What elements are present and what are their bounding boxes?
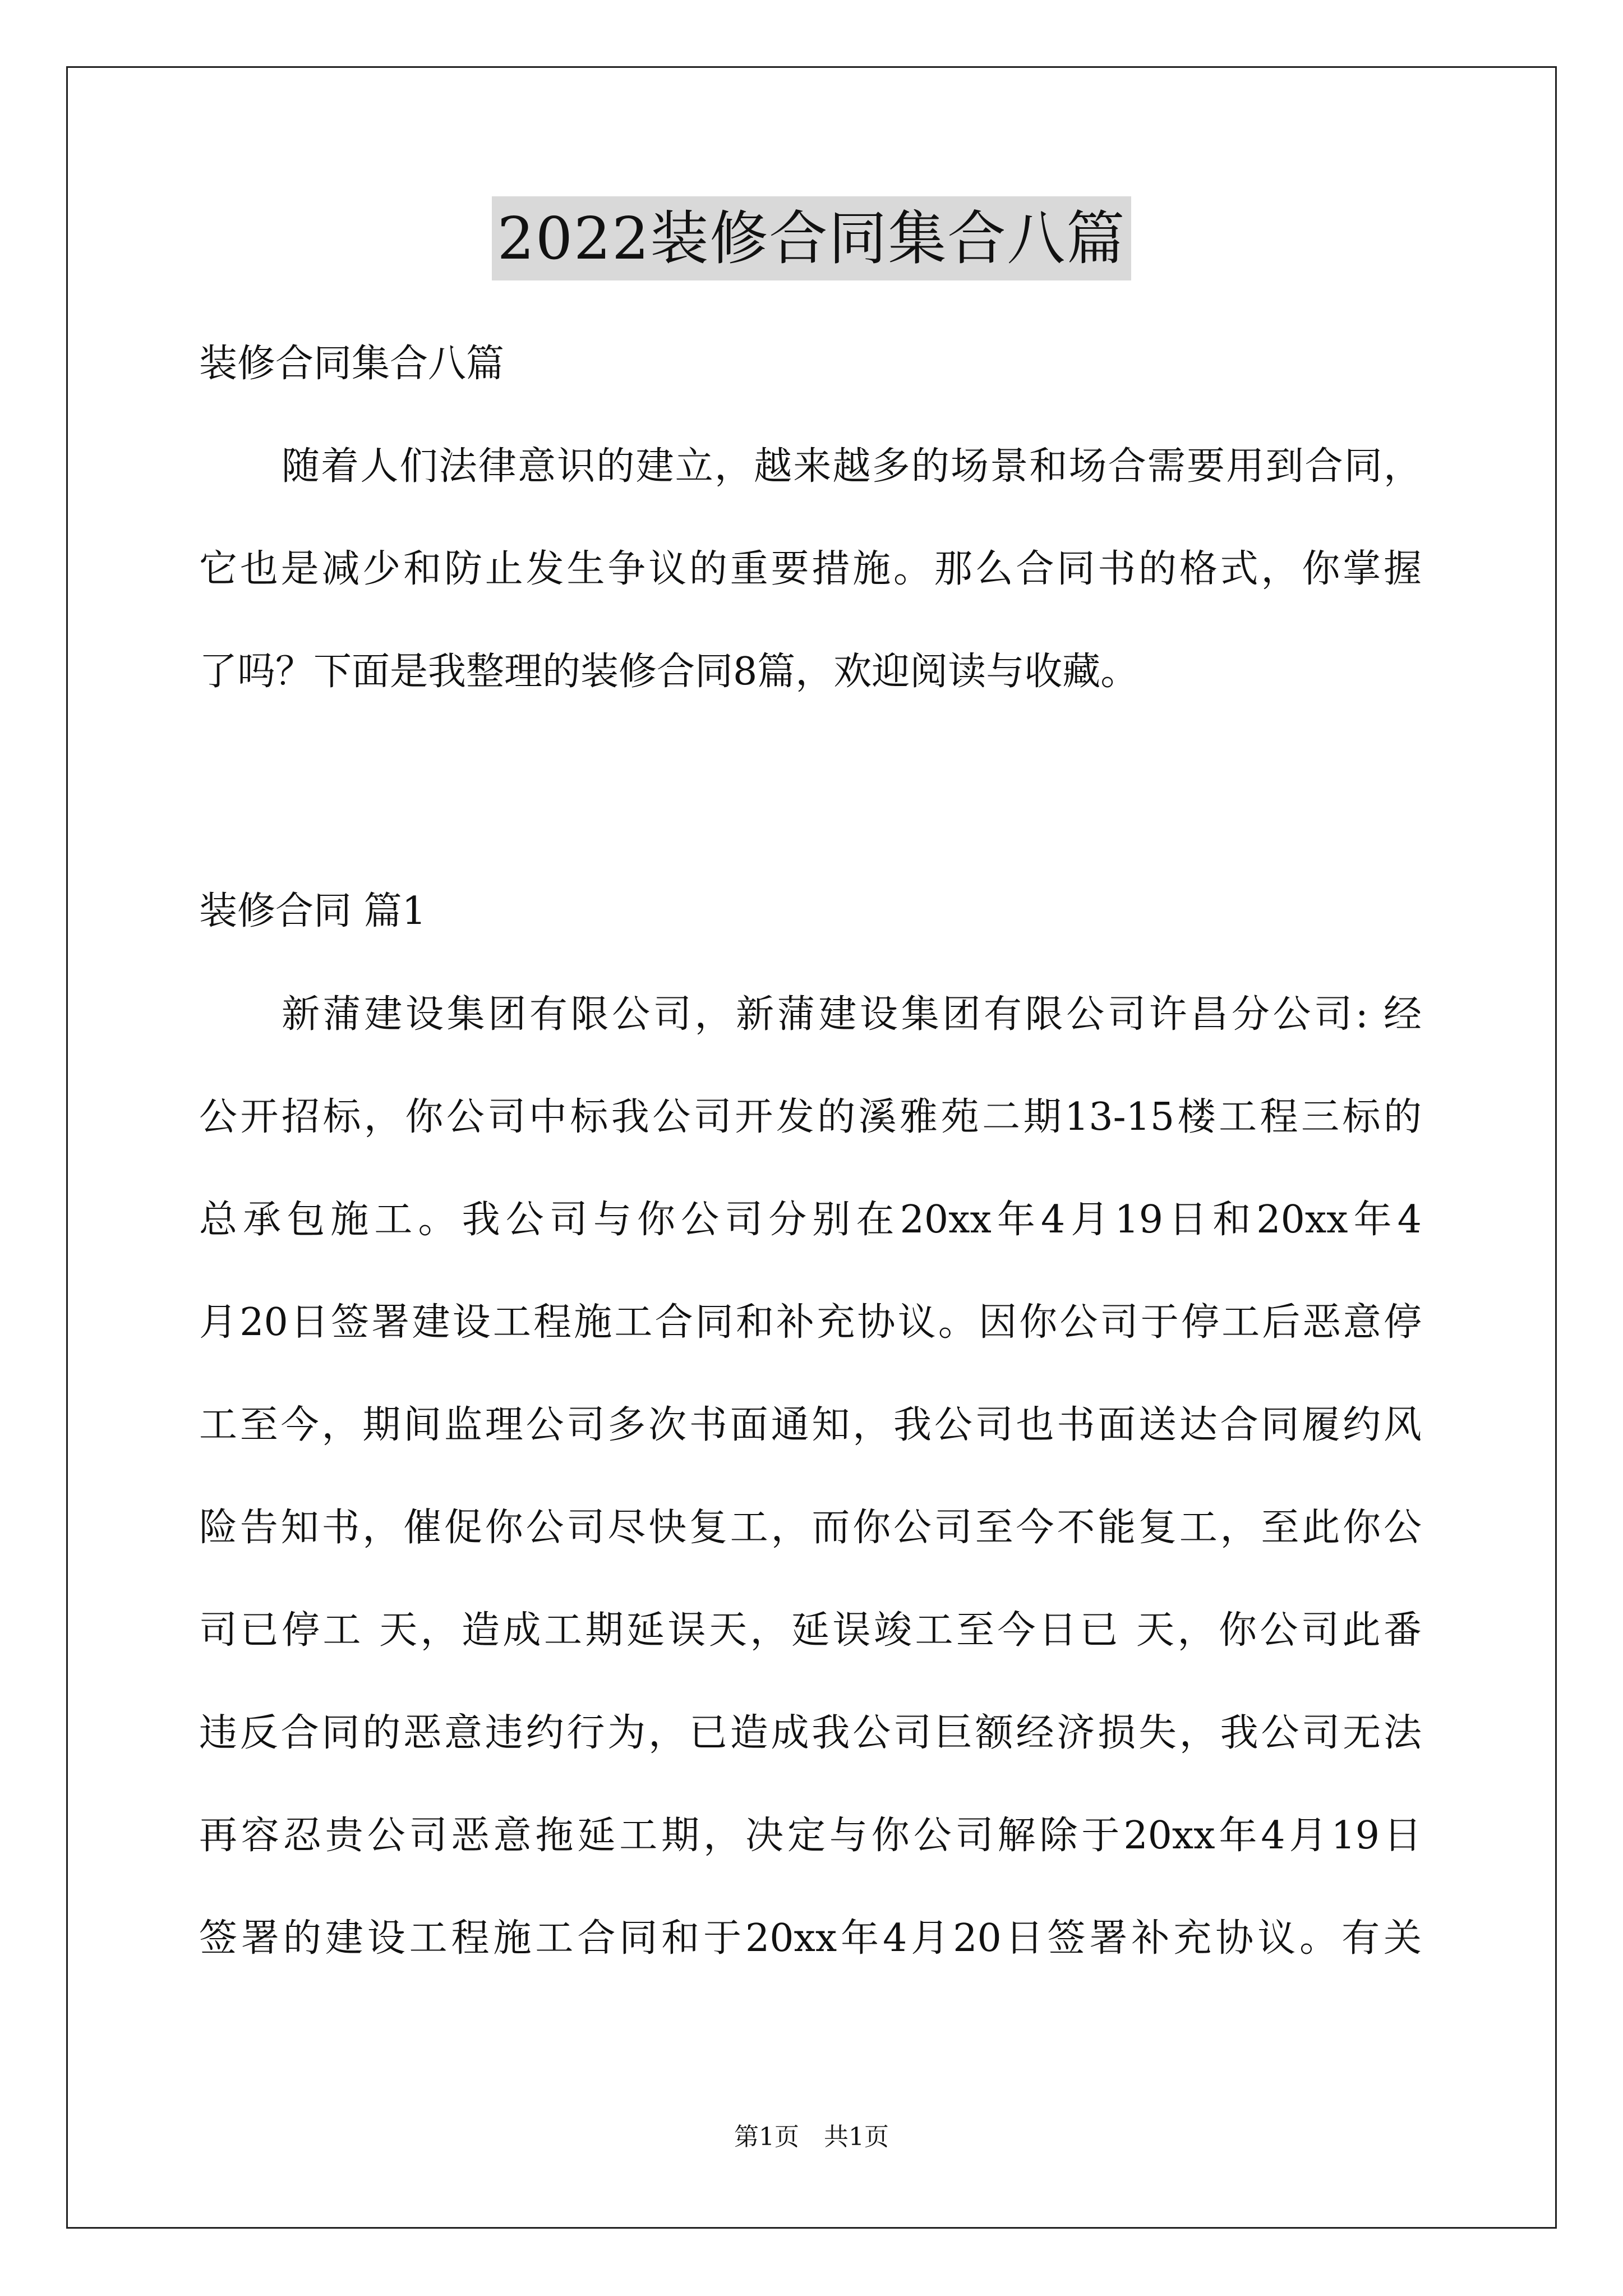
intro-line-2: 它也是减少和防止发生争议的重要措施。那么合同书的格式，你掌握 <box>199 547 1422 591</box>
body-line-7: 司已停工 天，造成工期延误天，延误竣工至今日已 天，你公司此番 <box>199 1608 1422 1653</box>
body-line-4: 月20日签署建设工程施工合同和补充协议。因你公司于停工后恶意停 <box>199 1300 1422 1345</box>
body-line-6: 险告知书，催促你公司尽快复工，而你公司至今不能复工，至此你公 <box>199 1506 1422 1550</box>
body-line-8: 违反合同的恶意违约行为，已造成我公司巨额经济损失，我公司无法 <box>199 1711 1422 1755</box>
section-heading: 装修合同 篇1 <box>199 889 426 933</box>
page-footer: 第1页 共1页 <box>734 2123 889 2151</box>
intro-line-3: 了吗？下面是我整理的装修合同8篇，欢迎阅读与收藏。 <box>199 650 1139 694</box>
body-line-3: 总承包施工。我公司与你公司分别在20xx年4月19日和20xx年4 <box>199 1198 1422 1242</box>
intro-line-1: 随着人们法律意识的建立，越来越多的场景和场合需要用到合同， <box>282 444 1422 489</box>
body-line-9: 再容忍贵公司恶意拖延工期，决定与你公司解除于20xx年4月19日 <box>199 1814 1422 1858</box>
document-title: 2022装修合同集合八篇 <box>492 196 1132 280</box>
body-line-5: 工至今，期间监理公司多次书面通知，我公司也书面送达合同履约风 <box>199 1403 1422 1447</box>
body-line-1: 新蒲建设集团有限公司，新蒲建设集团有限公司许昌分公司: 经 <box>282 992 1422 1037</box>
title-block <box>0 196 1623 280</box>
page-border <box>66 66 1557 2229</box>
body-line-10: 签署的建设工程施工合同和于20xx年4月20日签署补充协议。有关 <box>199 1916 1422 1961</box>
body-line-2: 公开招标，你公司中标我公司开发的溪雅苑二期13-15楼工程三标的 <box>199 1095 1422 1139</box>
document-subtitle: 装修合同集合八篇 <box>199 342 505 386</box>
